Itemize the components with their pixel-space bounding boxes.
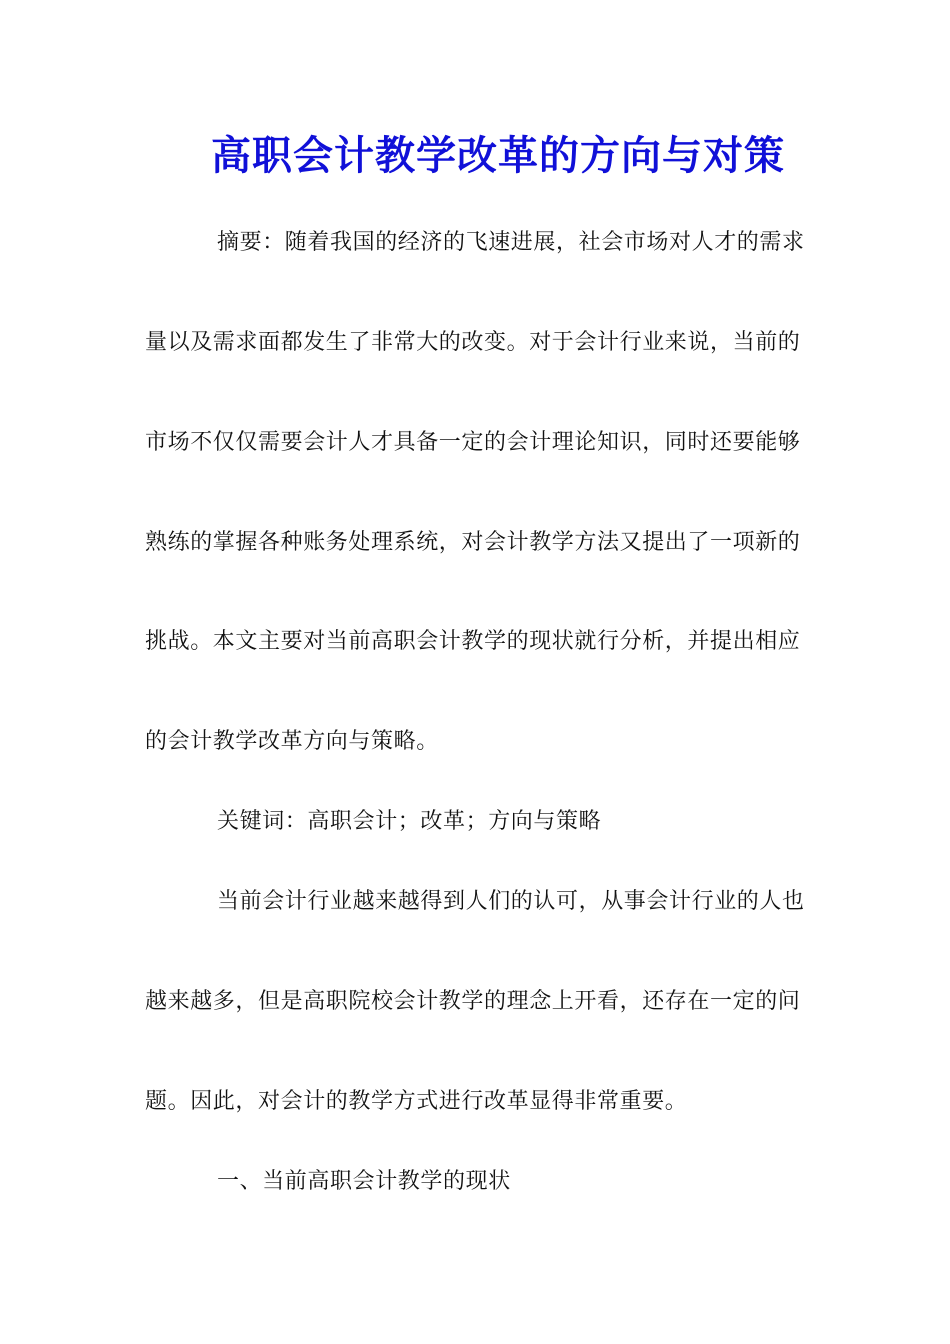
abstract-line: 市场不仅仅需要会计人才具备一定的会计理论知识，同时还要能够: [145, 430, 801, 455]
keywords-line: 关键词：高职会计；改革；方向与策略: [217, 809, 602, 834]
body-paragraph-line: 题。因此，对会计的教学方式进行改革显得非常重要。: [145, 1089, 688, 1114]
body-paragraph-line: 越来越多，但是高职院校会计教学的理念上开看，还存在一定的问: [145, 989, 801, 1014]
abstract-line: 摘要：随着我国的经济的飞速进展，社会市场对人才的需求: [217, 230, 805, 255]
body-paragraph-line: 当前会计行业越来越得到人们的认可，从事会计行业的人也: [217, 889, 805, 914]
abstract-line: 挑战。本文主要对当前高职会计教学的现状就行分析，并提出相应: [145, 629, 801, 654]
document-title: 高职会计教学改革的方向与对策: [211, 132, 785, 179]
abstract-line: 量以及需求面都发生了非常大的改变。对于会计行业来说，当前的: [145, 330, 801, 355]
abstract-line: 的会计教学改革方向与策略。: [145, 729, 439, 754]
abstract-line: 熟练的掌握各种账务处理系统，对会计教学方法又提出了一项新的: [145, 530, 801, 555]
section-heading: 一、当前高职会计教学的现状: [217, 1169, 511, 1194]
